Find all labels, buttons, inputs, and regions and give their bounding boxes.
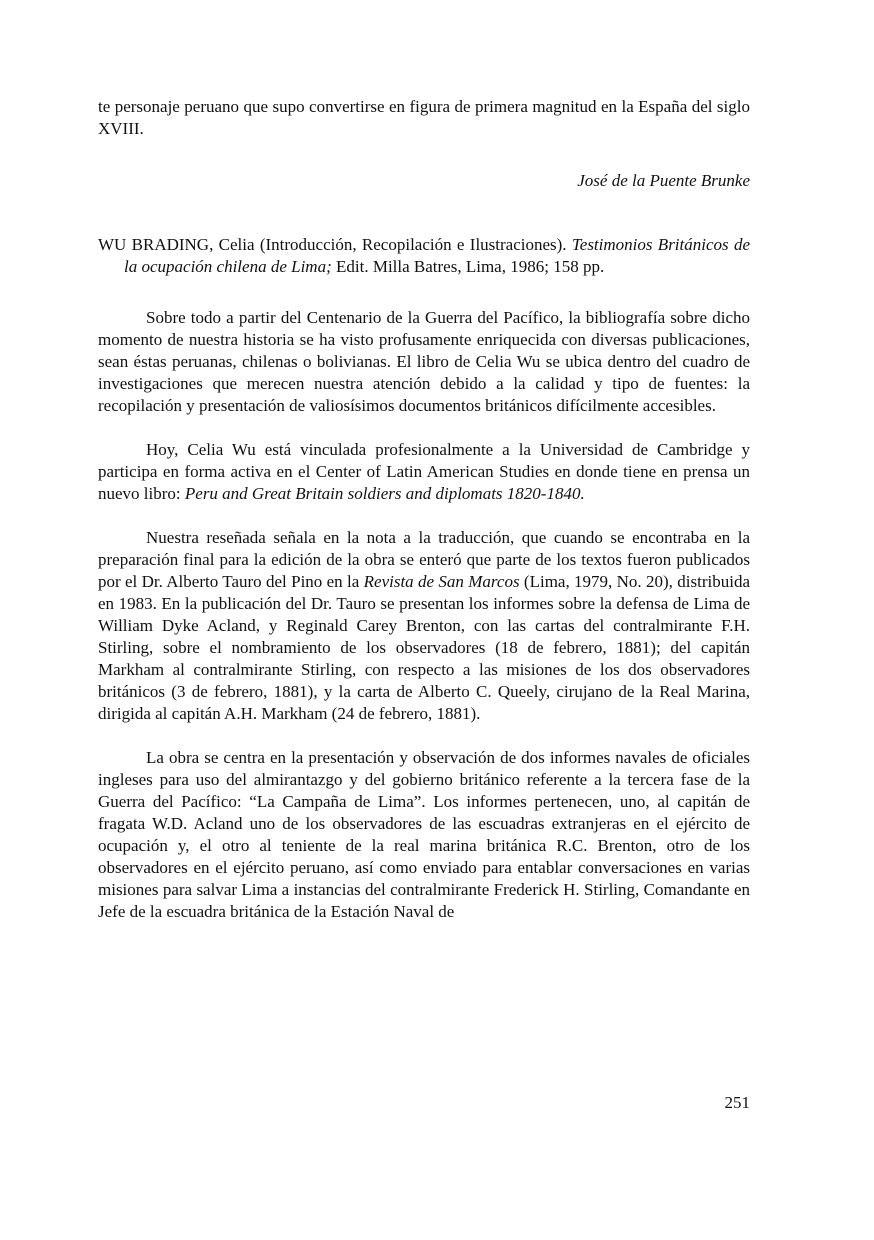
- page-content: [98, 96, 750, 923]
- body-paragraph-4: La obra se centra en la presentación y observación de dos informes navales de oficiales ingleses para uso del almirantazgo y del gobierno británico referente a la tercera fase de la Guerra del Pacífico: “La Campaña de Lima”. Los informes pertenecen, uno, al capitán de fragata W.D. Acland uno de los observadores de las escuadras extranjeras en el ejército de ocupación y, el otro al teniente de la real marina británica R.C. Brenton, otro de los observadores en el ejército peruano, así como enviado para entablar conversaciones en varias misiones para salvar Lima a instancias del contralmirante Frederick H. Stirling, Comandante en Jefe de la escuadra británica de la Estación Naval de: [98, 748, 750, 921]
- page-number: 251: [724, 1093, 750, 1112]
- paragraph-2-text: Hoy, Celia Wu está vinculada profesionalmente a la Universidad de Cambridge y participa en forma activa en el Center of Latin American Studies en donde tiene en prensa un nuevo libro:: [98, 440, 750, 503]
- review-author: José de la Puente Brunke: [577, 171, 750, 190]
- intro-paragraph: te personaje peruano que supo convertirse en figura de primera magnitud en la España del siglo XVIII.: [98, 97, 750, 138]
- body-paragraph-1: Sobre todo a partir del Centenario de la Guerra del Pacífico, la bibliografía sobre dicho momento de nuestra historia se ha visto profusamente enriquecida con diversas publicaciones, sean éstas peruanas, chilenas o bolivianas. El libro de Celia Wu se ubica dentro del cuadro de investigaciones que merecen nuestra atención debido a la calidad y tipo de fuentes: la recopilación y presentación de valiosísimos documentos británicos difícilmente accesibles.: [98, 308, 750, 415]
- book-author-credit: WU BRADING, Celia (Introducción, Recopilación e Ilustraciones).: [98, 235, 572, 254]
- body-paragraph-2: [98, 439, 750, 505]
- body-paragraph-3: [98, 527, 750, 725]
- paragraph-3-text-a: Nuestra reseñada señala en la nota a la traducción, que cuando se encontraba en la preparación final para la edición de la obra se enteró que parte de los textos fueron publicados por el Dr. Alberto Tauro del Pino en la: [98, 528, 750, 591]
- paragraph-3-text-b: (Lima, 1979, No. 20), distribuida en 1983. En la publicación del Dr. Tauro se presentan los informes sobre la defensa de Lima de William Dyke Acland, y Reginald Carey Brenton, con las cartas del contralmirante F.H. Stirling, sobre el nombramiento de los observadores (18 de febrero, 1881); del capitán Markham al contralmirante Stirling, con respecto a las misiones de los dos observadores británicos (3 de febrero, 1881), y la carta de Alberto C. Queely, cirujano de la Real Marina, dirigida al capitán A.H. Markham (24 de febrero, 1881).: [98, 572, 750, 723]
- bibliographic-entry: [98, 234, 750, 278]
- new-book-title: Peru and Great Britain soldiers and diplomats 1820-1840.: [184, 484, 585, 503]
- journal-title: Revista de San Marcos: [363, 572, 520, 591]
- book-publisher: Edit. Milla Batres, Lima, 1986; 158 pp.: [331, 257, 605, 276]
- book-title: Testimonios Británicos de la ocupación chilena de Lima;: [124, 235, 750, 276]
